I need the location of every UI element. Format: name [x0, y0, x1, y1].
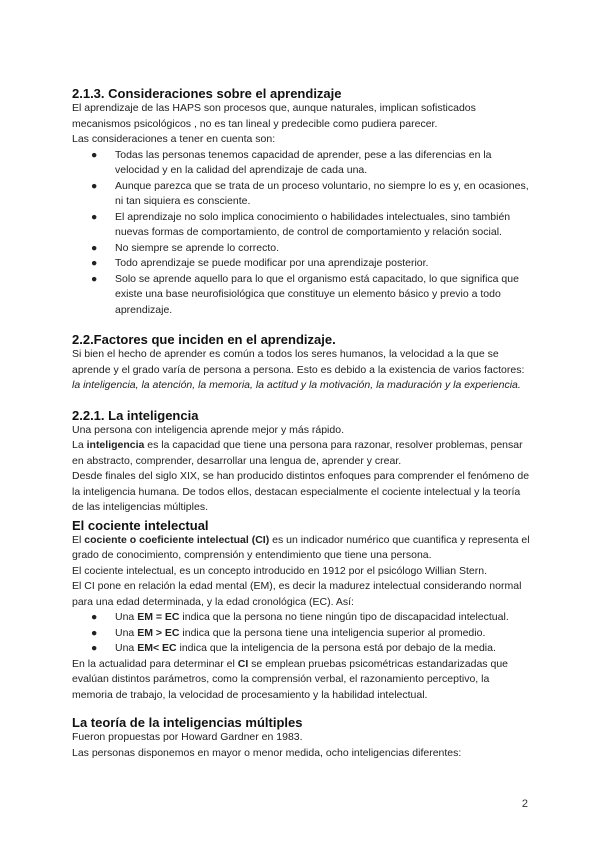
section-title-2-1-3: 2.1.3. Consideraciones sobre el aprendizaje: [72, 86, 342, 101]
considerations-list: [72, 148, 532, 319]
bullet-icon: ●: [91, 148, 98, 161]
list-item: ● Solo se aprende aquello para lo que el organismo está capacitado, lo que significa que existe una base neurofisiológica que constituye un elemento básico y previo a todo aprendizaje.: [91, 272, 519, 316]
section-title-2-2-1: 2.2.1. La inteligencia: [72, 407, 199, 423]
list-item: ● Una EM = EC indica que la persona no tiene ningún tipo de discapacidad intelectual.: [91, 610, 532, 626]
paragraph-intelligence-intro: Una persona con inteligencia aprende mejor y más rápido.: [72, 423, 344, 436]
term-ci: cociente o coeficiente intelectual (CI): [84, 533, 270, 546]
paragraph-ci-tests: En la actualidad para determinar el CI se emplean pruebas psicométricas estandarizadas que evalúan distintos parámetros, como la comprensión verbal, el razonamiento perceptivo, la memoria de trabajo, la velocidad de procesamiento y la habilidad intelectual.: [72, 657, 508, 701]
list-item: ● Todo aprendizaje se puede modificar por una aprendizaje posterior.: [91, 256, 532, 272]
bullet-icon: ●: [91, 179, 98, 192]
ci-list: [72, 610, 532, 657]
bullet-icon: ●: [91, 611, 98, 623]
list-item: ● El aprendizaje no solo implica conocimiento o habilidades intelectuales, sino también nuevas formas de comportamiento, de control de comportamiento y relación social.: [91, 210, 511, 238]
list-item: ● Aunque parezca que se trata de un proceso voluntario, no siempre lo es y, en ocasiones, ni tan siquiera es consciente.: [91, 179, 529, 207]
paragraph-ci-stern: El cociente intelectual, es un concepto introducido en 1912 por el psicólogo Willian Stern.: [72, 564, 488, 577]
paragraph-gardner: Fueron propuestas por Howard Gardner en 1983.: [72, 731, 303, 743]
paragraph-ci-definition: El cociente o coeficiente intelectual (CI) es un indicador numérico que cuantifica y representa el grado de conocimiento, comprensión y entendimiento que tiene una persona.: [72, 533, 530, 561]
paragraph-considerations-lead: Las consideraciones a tener en cuenta son:: [72, 133, 276, 145]
bullet-icon: ●: [91, 241, 98, 254]
section-title-2-2: 2.2.Factores que inciden en el aprendizaje.: [72, 332, 336, 347]
bullet-icon: ●: [91, 626, 98, 639]
bullet-icon: ●: [91, 272, 98, 285]
bullet-icon: ●: [91, 257, 98, 269]
list-item: ● Una EM > EC indica que la persona tiene una inteligencia superior al promedio.: [91, 626, 532, 642]
bullet-icon: ●: [91, 210, 98, 223]
list-item: ● Una EM< EC indica que la inteligencia de la persona está por debajo de la media.: [91, 641, 532, 657]
list-item: ● Todas las personas tenemos capacidad de aprender, pese a las diferencias en la velocidad y en la calidad del aprendizaje de cada una.: [91, 148, 492, 176]
paragraph-intelligence-history: Desde finales del siglo XIX, se han producido distintos enfoques para comprender el fenómeno de la inteligencia humana. De todos ellos, destacan especialmente el cociente intelectual y la teoría de las inteligencias múltiples.: [72, 470, 530, 513]
paragraph-haps: El aprendizaje de las HAPS son procesos que, aunque naturales, implican sofisticados mecanismos psicológicos , no es tan lineal y predecible como pudiera parecer.: [72, 102, 476, 130]
paragraph-eight-intelligences: Las personas disponemos en mayor o menor medida, ocho inteligencias diferentes:: [72, 746, 462, 759]
page-number: 2: [521, 798, 528, 810]
paragraph-intelligence-definition: La inteligencia es la capacidad que tiene una persona para razonar, resolver problemas, pensar en abstracto, comprender, desarrollar una lengua de, aprender y crear.: [72, 439, 523, 467]
factors-list-text: la inteligencia, la atención, la memoria, la actitud y la motivación, la maduración y la experiencia.: [72, 379, 521, 391]
subsection-title-ci: El cociente intelectual: [72, 517, 209, 533]
subsection-title-multiple-intelligences: La teoría de la inteligencias múltiples: [72, 715, 303, 730]
list-item: ● No siempre se aprende lo correcto.: [91, 241, 532, 257]
term-inteligencia: inteligencia: [86, 439, 145, 451]
document-page: [72, 86, 532, 761]
paragraph-ci-relation: El CI pone en relación la edad mental (EM), es decir la madurez intelectual considerando normal para una edad determinada, y la edad cronológica (EC). Así:: [72, 580, 522, 608]
paragraph-factors: Si bien el hecho de aprender es común a todos los seres humanos, la velocidad a la que se aprende y el grado varía de persona a persona. Esto es debido a la existencia de varios factores: la inteligencia, la atención, la memoria, la actitud y la motivación, la maduración y la experiencia.: [72, 348, 525, 391]
bullet-icon: ●: [91, 642, 98, 654]
